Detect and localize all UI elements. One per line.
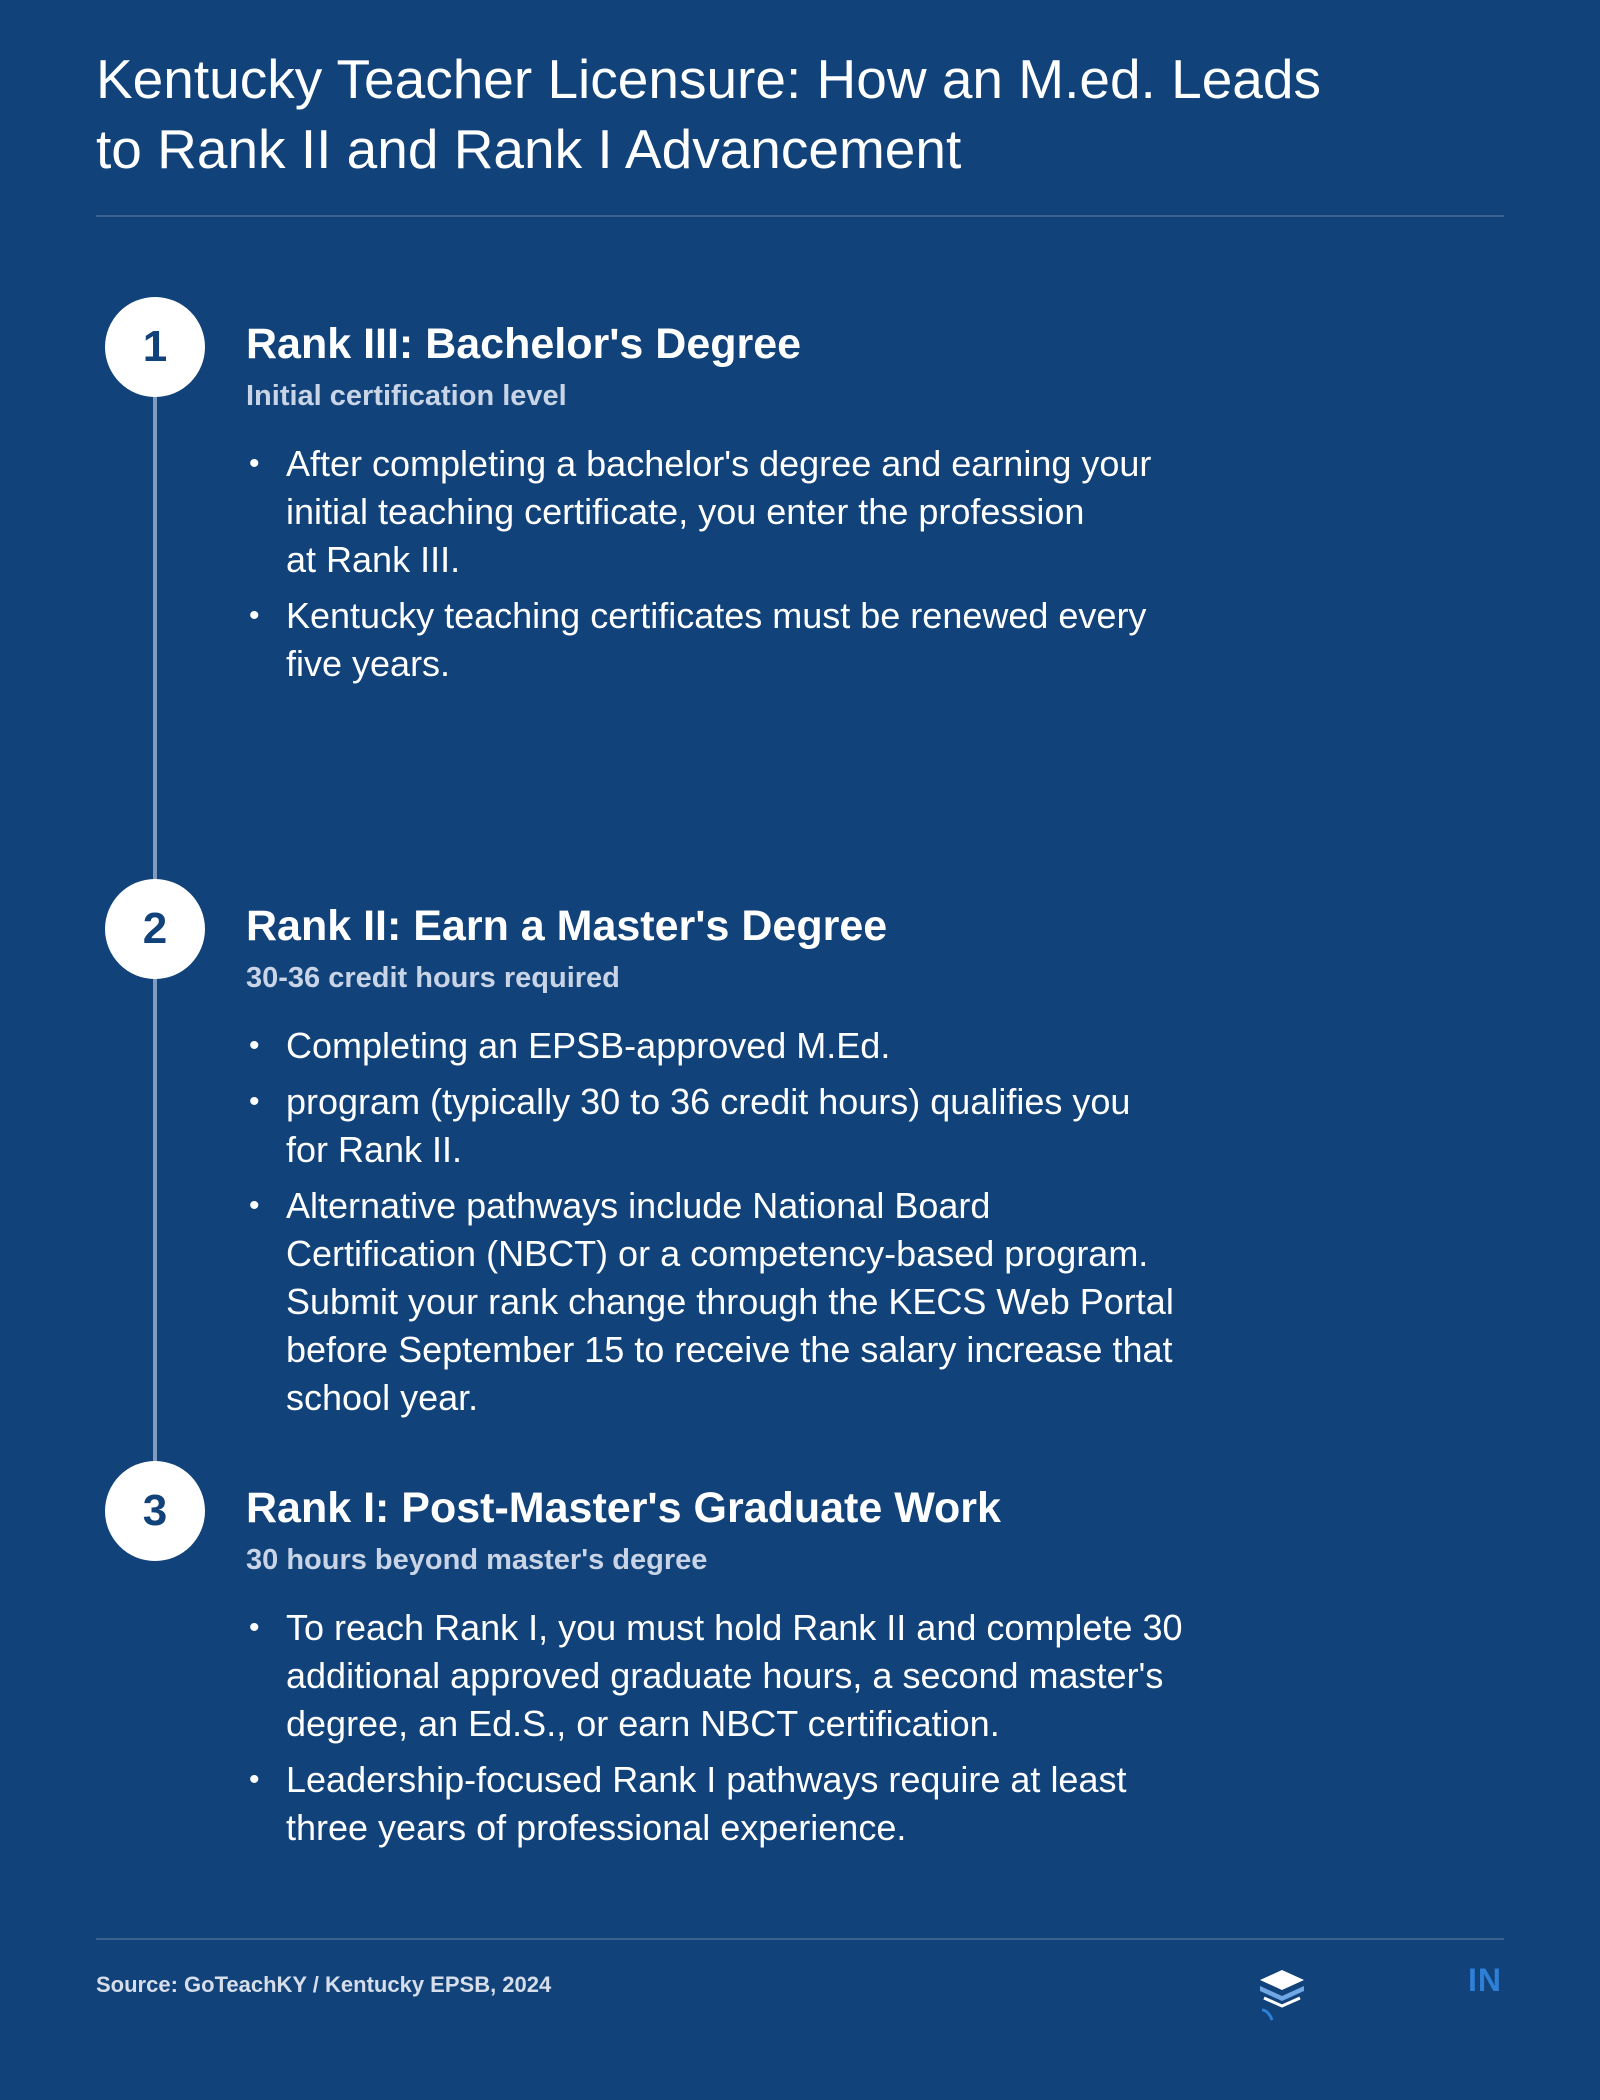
bullet-dot-icon: • [249, 1029, 260, 1062]
bullet-dot-icon: • [249, 599, 260, 632]
step-title: Rank II: Earn a Master's Degree [246, 902, 888, 950]
graduation-cap-icon [1254, 1964, 1310, 2024]
step-content [246, 896, 1246, 1430]
bullet-item: • After completing a bachelor's degree and earning your initial teaching certificate, you enter the profession at Rank III. [246, 440, 1246, 584]
page-title-line-2: to Rank II and Rank I Advancement [96, 118, 962, 180]
bullet-item: • Alternative pathways include National Board Certification (NBCT) or a competency-based program. Submit your rank change through the KECS Web Portal before September 15 to receive the salary increase that school year. [246, 1182, 1246, 1422]
footer-divider [96, 1938, 1504, 1940]
bullet-dot-icon: • [249, 1085, 260, 1118]
step-content [246, 314, 1246, 696]
step-number-badge: 1 [105, 297, 205, 397]
step-subtitle: Initial certification level [246, 380, 567, 412]
page-title [96, 44, 1396, 184]
step-subtitle: 30-36 credit hours required [246, 962, 620, 994]
header-divider [96, 215, 1504, 217]
bullet-dot-icon: • [249, 1189, 260, 1222]
source-citation: Source: GoTeachKY / Kentucky EPSB, 2024 [96, 1972, 552, 1997]
bullet-dot-icon: • [249, 1611, 260, 1644]
step-title: Rank III: Bachelor's Degree [246, 320, 802, 368]
step-subtitle: 30 hours beyond master's degree [246, 1544, 708, 1576]
bullet-dot-icon: • [249, 1763, 260, 1796]
bullet-item: • Kentucky teaching certificates must be renewed every five years. [246, 592, 1246, 688]
bullet-dot-icon: • [249, 447, 260, 480]
brand-logo: IN [1468, 1962, 1502, 1998]
page-title-line-1: Kentucky Teacher Licensure: How an M.ed. Leads [96, 48, 1321, 110]
step-bullet-list [246, 1604, 1246, 1852]
bullet-item: • Completing an EPSB-approved M.Ed. [246, 1022, 1246, 1070]
bullet-item: • Leadership-focused Rank I pathways require at least three years of professional experience. [246, 1756, 1246, 1852]
step-number-badge: 3 [105, 1461, 205, 1561]
step-bullet-list [246, 1022, 1246, 1422]
bullet-item: • To reach Rank I, you must hold Rank II and complete 30 additional approved graduate hours, a second master's degree, an Ed.S., or earn NBCT certification. [246, 1604, 1246, 1748]
step-bullet-list [246, 440, 1246, 688]
step-number-badge: 2 [105, 879, 205, 979]
step-content [246, 1478, 1246, 1860]
step-title: Rank I: Post-Master's Graduate Work [246, 1484, 1001, 1532]
bullet-item: • program (typically 30 to 36 credit hours) qualifies you for Rank II. [246, 1078, 1246, 1174]
